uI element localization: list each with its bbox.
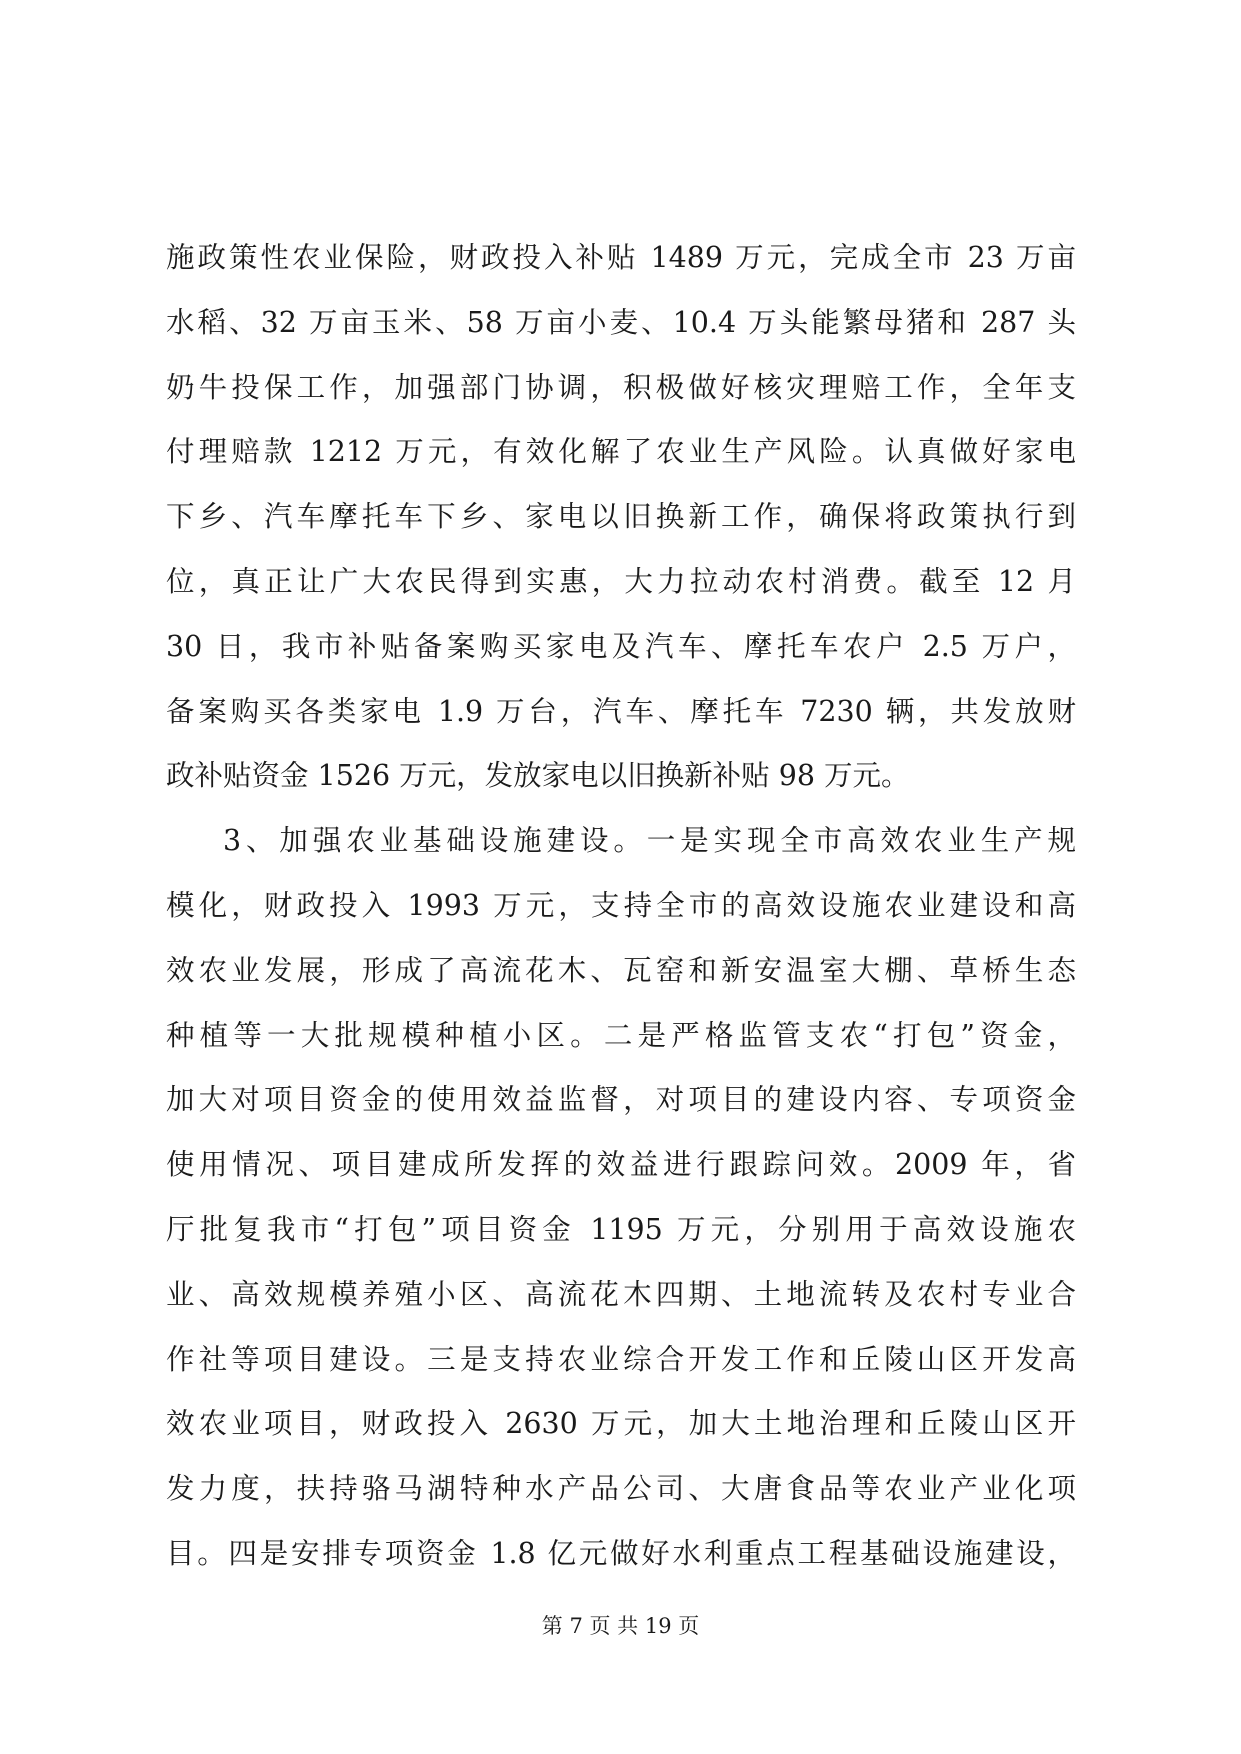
paragraph-2 <box>166 809 1076 1587</box>
text-line: 作社等项目建设。三是支持农业综合开发工作和丘陵山区开发高 <box>166 1342 1076 1376</box>
page-number-label: 第 7 页 共 19 页 <box>541 1614 700 1638</box>
text-line: 奶牛投保工作，加强部门协调，积极做好核灾理赔工作，全年支 <box>166 370 1076 404</box>
text-line: 厅批复我市“打包”项目资金 1195 万元，分别用于高效设施农 <box>166 1212 1076 1246</box>
text-line: 下乡、汽车摩托车下乡、家电以旧换新工作，确保将政策执行到 <box>166 500 1076 534</box>
text-line: 模化，财政投入 1993 万元，支持全市的高效设施农业建设和高 <box>166 888 1076 922</box>
text-line: 发力度，扶持骆马湖特种水产品公司、大唐食品等农业产业化项 <box>166 1472 1076 1506</box>
text-line: 施政策性农业保险，财政投入补贴 1489 万元，完成全市 23 万亩 <box>166 241 1076 274</box>
text-line: 30 日，我市补贴备案购买家电及汽车、摩托车农户 2.5 万户， <box>166 629 1076 663</box>
text-line: 使用情况、项目建成所发挥的效益进行跟踪问效。2009 年，省 <box>166 1148 1076 1182</box>
text-line: 业、高效规模养殖小区、高流花木四期、土地流转及农村专业合 <box>166 1277 1076 1311</box>
text-line: 目。四是安排专项资金 1.8 亿元做好水利重点工程基础设施建设， <box>166 1536 1076 1570</box>
text-line: 种植等一大批规模种植小区。二是严格监管支农“打包”资金， <box>166 1018 1076 1052</box>
text-line: 3、加强农业基础设施建设。一是实现全市高效农业生产规 <box>223 824 1076 858</box>
text-line: 效农业发展，形成了高流花木、瓦窑和新安温室大棚、草桥生态 <box>166 953 1076 987</box>
page-footer <box>0 1610 1241 1640</box>
document-body <box>166 226 1076 1587</box>
paragraph-1 <box>166 226 1076 809</box>
text-line: 备案购买各类家电 1.9 万台，汽车、摩托车 7230 辆，共发放财 <box>166 694 1077 728</box>
text-line: 政补贴资金 1526 万元，发放家电以旧换新补贴 98 万元。 <box>166 759 910 793</box>
text-line: 水稻、32 万亩玉米、58 万亩小麦、10.4 万头能繁母猪和 287 头 <box>166 305 1076 339</box>
text-line: 位，真正让广大农民得到实惠，大力拉动农村消费。截至 12 月 <box>166 564 1076 598</box>
text-line: 付理赔款 1212 万元，有效化解了农业生产风险。认真做好家电 <box>166 435 1076 469</box>
text-line: 效农业项目，财政投入 2630 万元，加大土地治理和丘陵山区开 <box>166 1407 1076 1441</box>
text-line: 加大对项目资金的使用效益监督，对项目的建设内容、专项资金 <box>166 1083 1076 1117</box>
